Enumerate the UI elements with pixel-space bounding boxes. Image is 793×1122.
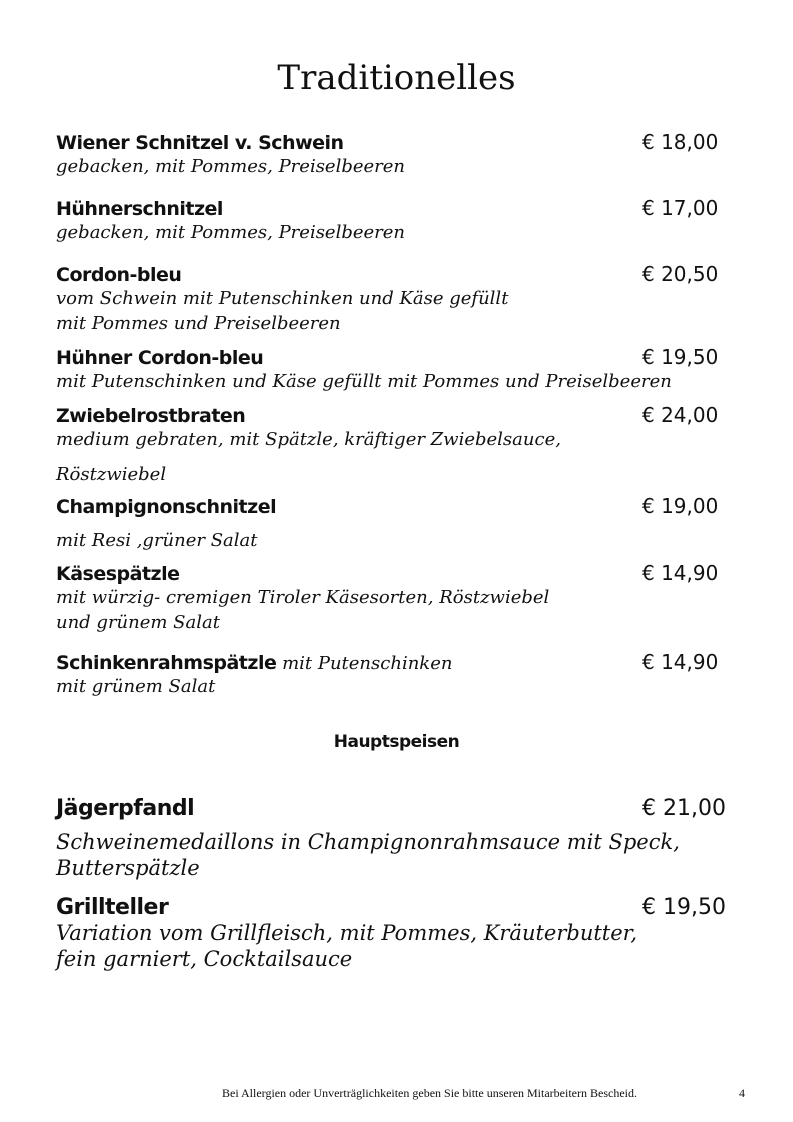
dish-description: Röstzwiebel bbox=[56, 464, 167, 485]
menu-item bbox=[56, 130, 722, 179]
dish-price: € 14,90 bbox=[642, 650, 719, 674]
dish-description: mit würzig- cremigen Tiroler Käsesorten, Röstzwiebel und grünem Salat bbox=[56, 587, 550, 633]
dish-name: Hühner Cordon-bleu bbox=[56, 347, 264, 369]
dish-price: € 17,00 bbox=[642, 196, 719, 220]
allergy-notice: Bei Allergien oder Unverträglichkeiten geben Sie bitte unseren Mitarbeitern Bescheid. bbox=[222, 1086, 637, 1100]
dish-description: Variation vom Grillfleisch, mit Pommes, Kräuterbutter, fein garniert, Cocktailsauce bbox=[56, 921, 638, 971]
menu-item bbox=[56, 796, 726, 881]
menu-item bbox=[56, 494, 722, 518]
page-number: 4 bbox=[739, 1086, 745, 1100]
dish-price: € 19,50 bbox=[642, 345, 719, 369]
dish-description: mit Putenschinken und Käse gefüllt mit Pommes und Preiselbeeren bbox=[56, 371, 672, 392]
dish-description: vom Schwein mit Putenschinken und Käse gefüllt mit Pommes und Preiselbeeren bbox=[56, 288, 509, 334]
dish-price: € 19,50 bbox=[642, 895, 726, 920]
dish-price: € 18,00 bbox=[642, 130, 719, 154]
dish-name-extra: mit Putenschinken bbox=[276, 653, 453, 674]
dish-name: Schinkenrahmspätzle bbox=[56, 652, 277, 674]
menu-item-continuation bbox=[56, 528, 722, 553]
dish-name: Cordon-bleu bbox=[56, 264, 182, 286]
menu-item-continuation bbox=[56, 462, 722, 487]
section-heading: Hauptspeisen bbox=[333, 732, 460, 752]
menu-item bbox=[56, 196, 722, 245]
menu-item bbox=[56, 403, 722, 452]
menu-item bbox=[56, 561, 722, 635]
dish-price: € 21,00 bbox=[642, 796, 726, 821]
dish-name: Käsespätzle bbox=[56, 563, 180, 585]
dish-price: € 20,50 bbox=[642, 262, 719, 286]
dish-description: mit grünem Salat bbox=[56, 676, 216, 697]
dish-description: mit Resi ,grüner Salat bbox=[56, 530, 258, 551]
dish-price: € 19,00 bbox=[642, 494, 719, 518]
dish-description: gebacken, mit Pommes, Preiselbeeren bbox=[56, 222, 406, 243]
dish-name: Jägerpfandl bbox=[56, 796, 195, 821]
dish-description: medium gebraten, mit Spätzle, kräftiger Zwiebelsauce, bbox=[56, 429, 561, 450]
dish-description: Schweinemedaillons in Champignonrahmsauce mit Speck, Butterspätzle bbox=[56, 830, 680, 880]
menu-item bbox=[56, 345, 722, 394]
page-title: Traditionelles bbox=[277, 58, 516, 98]
dish-price: € 14,90 bbox=[642, 561, 719, 585]
dish-name: Champignonschnitzel bbox=[56, 496, 277, 518]
dish-description: gebacken, mit Pommes, Preiselbeeren bbox=[56, 156, 406, 177]
dish-name: Hühnerschnitzel bbox=[56, 198, 223, 220]
menu-item bbox=[56, 650, 722, 699]
dish-name: Wiener Schnitzel v. Schwein bbox=[56, 132, 344, 154]
dish-name: Zwiebelrostbraten bbox=[56, 405, 246, 427]
dish-price: € 24,00 bbox=[642, 403, 719, 427]
menu-item bbox=[56, 262, 722, 336]
menu-item bbox=[56, 895, 726, 972]
dish-name: Grillteller bbox=[56, 895, 169, 920]
